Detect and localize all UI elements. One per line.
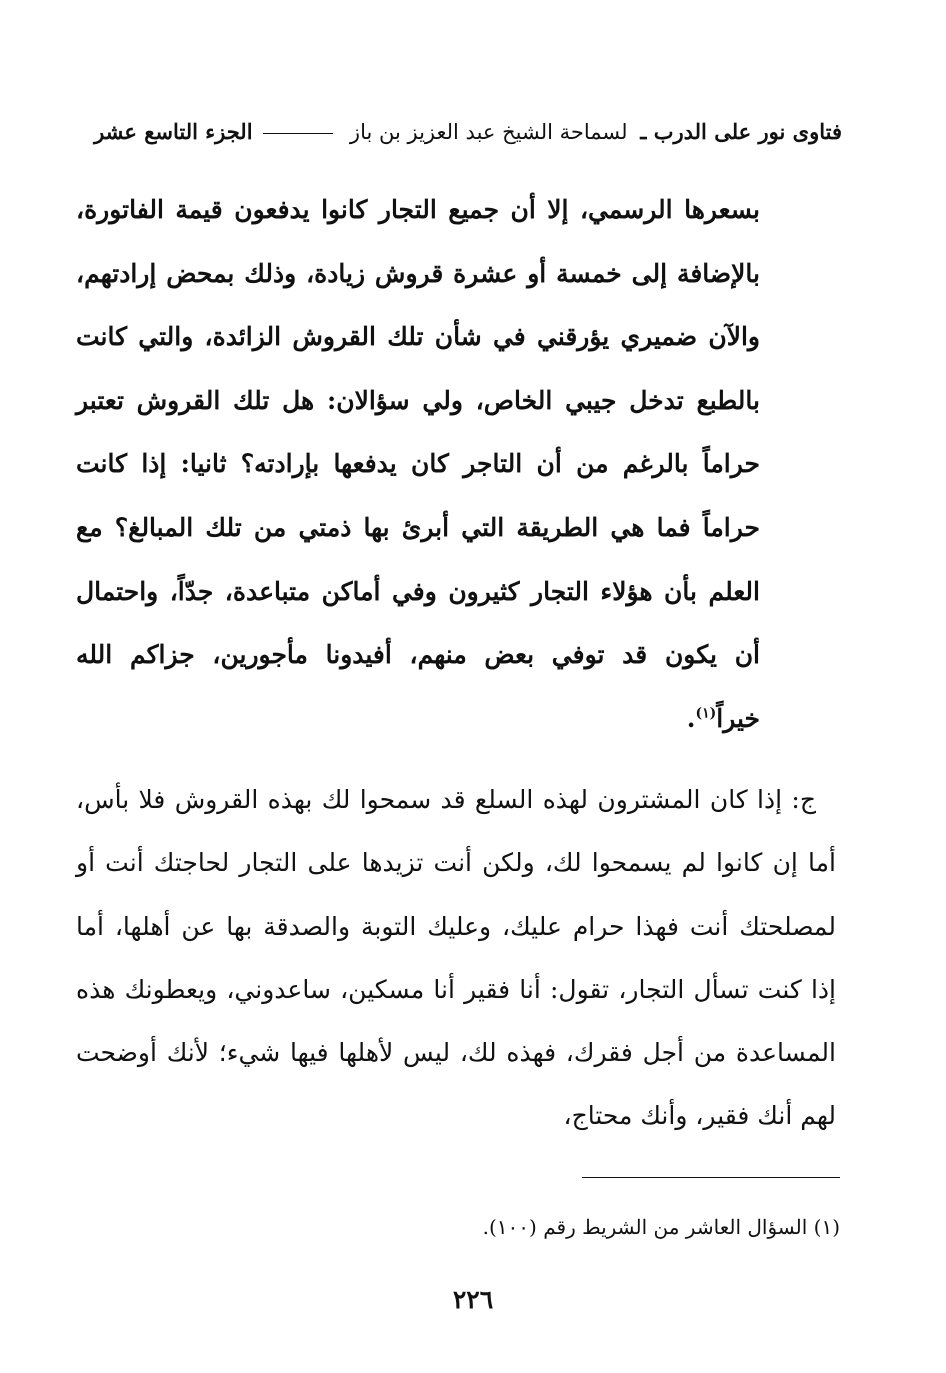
page-number: ٢٢٦ [452, 1285, 494, 1314]
question-text: بسعرها الرسمي، إلا أن جميع التجار كانوا يدفعون قيمة الفاتورة، بالإضافة إلى خمسة أو عشرة قروش زيادة، وذلك بمحض إرادتهم، والآن ضميري يؤرقني في شأن تلك القروش الزائدة، والتي كانت بالطبع تدخل جيبي الخاص، ولي سؤالان: هل تلك القروش تعتبر حراماً بالرغم من أن التاجر كان يدفعها بإرادته؟ ثانيا: إذا كانت حراماً فما هي الطريقة التي أبرئ بها ذمتي من تلك المبالغ؟ مع العلم بأن هؤلاء التجار كثيرون وفي أماكن متباعدة، جدّاً، واحتمال أن يكون قد توفي بعض منهم، أفيدونا مأجورين، جزاكم الله خيراً [76, 195, 760, 733]
footnote-reference[interactable]: (١) [695, 705, 717, 722]
question-paragraph [76, 178, 760, 750]
header-rule [263, 133, 333, 134]
running-header [82, 112, 842, 152]
volume-label: الجزء التاسع عشر [94, 119, 253, 144]
author-name: لسماحة الشيخ عبد العزيز بن باز [349, 120, 628, 144]
answer-paragraph [76, 768, 836, 1148]
footnote-separator [582, 1177, 840, 1178]
answer-text: ج: إذا كان المشترون لهذه السلع قد سمحوا لك بهذه القروش فلا بأس، أما إن كانوا لم يسمحوا لك، ولكن أنت تزيدها على التجار لحاجتك أنت أو لمصلحتك أنت فهذا حرام عليك، وعليك التوبة والصدقة بها عن أهلها، أما إذا كنت تسأل التجار، تقول: أنا فقير أنا مسكين، ساعدوني، ويعطونك هذه المساعدة من أجل فقرك، فهذه لك، ليس لأهلها فيها شيء؛ لأنك أوضحت لهم أنك فقير، وأنك محتاج، [76, 785, 836, 1131]
footnote: (١) السؤال العاشر من الشريط رقم (١٠٠). [482, 1215, 840, 1239]
question-end: . [686, 703, 696, 733]
book-title: فتاوى نور على الدرب ـ [640, 119, 842, 144]
